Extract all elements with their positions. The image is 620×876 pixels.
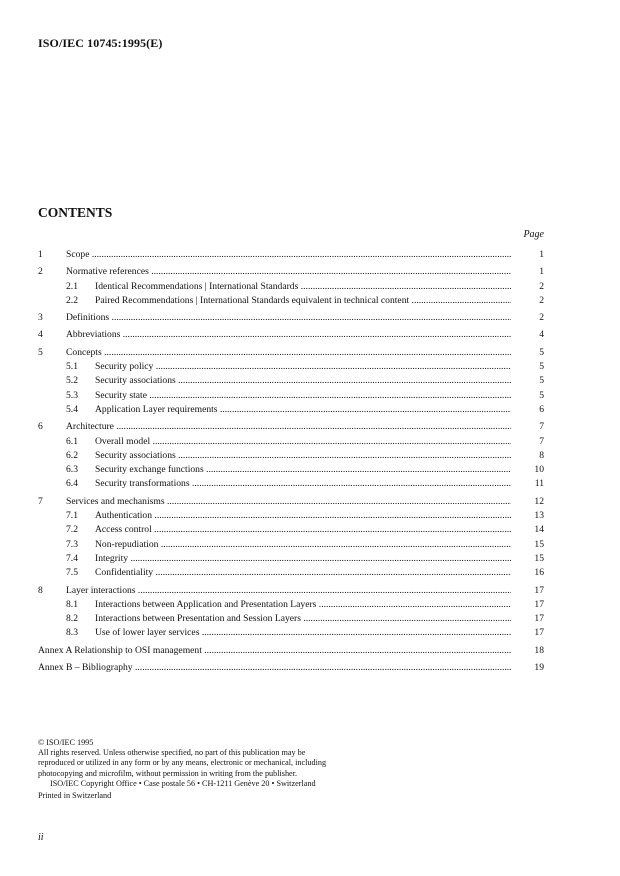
toc-page-number: 17 (534, 584, 544, 596)
toc-entry (38, 495, 544, 509)
toc-page-number: 2 (539, 280, 544, 292)
toc-page-number: 6 (539, 403, 544, 415)
toc-number: 8.3 (66, 627, 78, 639)
toc-page-number: 2 (539, 312, 544, 324)
toc-annex-entry (38, 644, 544, 658)
toc-page-number: 12 (534, 495, 544, 507)
rights-line: photocopying and microfilm, without permission in writing from the publisher. (38, 768, 298, 778)
toc-title: Architecture ..... (66, 420, 511, 434)
toc-page-number: 1 (539, 249, 544, 260)
toc-page-number: 11 (534, 478, 544, 490)
toc-entry (38, 346, 544, 360)
toc-number: 1 (38, 249, 43, 260)
page-folio: ii (38, 832, 44, 843)
toc-number: 8.1 (66, 598, 78, 610)
toc-title: Confidentiality ..... (95, 566, 511, 580)
toc-number: 6 (38, 421, 43, 433)
toc-subentry (38, 280, 544, 294)
document-header: ISO/IEC 10745:1995(E) (38, 36, 163, 50)
toc-subentry (38, 389, 544, 403)
toc-number: 2.1 (66, 280, 78, 292)
toc-page-number: 15 (534, 552, 544, 564)
toc-page-number: 7 (539, 421, 544, 433)
printed-in: Printed in Switzerland (38, 791, 112, 801)
toc-entry (38, 311, 544, 325)
toc-subentry (38, 294, 544, 308)
toc-entry (38, 584, 544, 598)
toc-number: 7.5 (66, 567, 78, 579)
toc-title: Interactions between Presentation and Session Layers ..... (95, 612, 511, 626)
toc-page-number: 16 (534, 567, 544, 579)
toc-title: Normative references ..... (66, 265, 511, 279)
toc-page-number: 4 (539, 329, 544, 341)
toc-number: 6.4 (66, 478, 78, 490)
toc-subentry (38, 449, 544, 463)
copyright-office: ISO/IEC Copyright Office • Case postale 56 • CH-1211 Genève 20 • Switzerland (50, 778, 316, 788)
toc-title: Concepts ..... (66, 346, 511, 360)
toc-subentry (38, 509, 544, 523)
page-column-label: Page (523, 229, 544, 240)
toc-subentry (38, 538, 544, 552)
toc-subentry (38, 612, 544, 626)
toc-number: 5.4 (66, 403, 78, 415)
toc-number: 7.4 (66, 552, 78, 564)
copyright-notice (38, 738, 438, 801)
toc-subentry (38, 435, 544, 449)
toc-title: Services and mechanisms ..... (66, 495, 511, 509)
toc-number: 5.1 (66, 361, 78, 373)
toc-subentry (38, 566, 544, 580)
toc-subentry (38, 374, 544, 388)
toc-page-number: 15 (534, 538, 544, 550)
toc-page-number: 5 (539, 361, 544, 373)
toc-title: Layer interactions ..... (66, 584, 511, 598)
toc-number: 5.2 (66, 375, 78, 387)
toc-number: 6.1 (66, 435, 78, 447)
toc-title: Security associations ..... (95, 374, 511, 388)
toc-subentry (38, 523, 544, 537)
rights-line: All rights reserved. Unless otherwise specified, no part of this publication may be (38, 748, 306, 758)
toc-title: Application Layer requirements ..... (95, 403, 511, 417)
toc-entry (38, 265, 544, 279)
toc-number: 7.2 (66, 524, 78, 536)
toc-entry (38, 328, 544, 342)
toc-title: Security exchange functions ..... (95, 463, 511, 477)
toc-subentry (38, 360, 544, 374)
toc-page-number: 19 (534, 662, 544, 674)
toc-page-number: 1 (539, 266, 544, 278)
toc-number: 7.3 (66, 538, 78, 550)
toc-page-number: 5 (539, 389, 544, 401)
toc-subentry (38, 552, 544, 566)
toc-number: 8 (38, 584, 43, 596)
toc-page-number: 2 (539, 294, 544, 306)
rights-line: reproduced or utilized in any form or by any means, electronic or mechanical, including (38, 758, 327, 768)
toc-page-number: 17 (534, 598, 544, 610)
toc-number: 8.2 (66, 613, 78, 625)
toc-page-number: 14 (534, 524, 544, 536)
toc-number: 5.3 (66, 389, 78, 401)
toc-page-number: 8 (539, 449, 544, 461)
toc-title: Paired Recommendations | International Standards equivalent in technical content ..... (95, 294, 511, 308)
toc-title: Overall model ..... (95, 435, 511, 449)
toc-number: 3 (38, 312, 43, 324)
toc-annex-entry (38, 661, 544, 675)
toc-page-number: 10 (534, 464, 544, 476)
toc-subentry (38, 463, 544, 477)
toc-title: Annex B – Bibliography ..... (38, 661, 511, 675)
table-of-contents (38, 248, 544, 675)
toc-page-number: 17 (534, 613, 544, 625)
toc-title: Security policy ..... (95, 360, 511, 374)
toc-entry (38, 420, 544, 434)
toc-title: Interactions between Application and Presentation Layers ..... (95, 598, 511, 612)
toc-title: Scope ..... (66, 248, 511, 262)
toc-title: Security associations ..... (95, 449, 511, 463)
toc-number: 7.1 (66, 510, 78, 522)
toc-page-number: 7 (539, 435, 544, 447)
toc-number: 6.2 (66, 449, 78, 461)
toc-title: Security transformations ..... (95, 477, 511, 491)
toc-number: 6.3 (66, 464, 78, 476)
toc-title: Use of lower layer services ..... (95, 626, 511, 640)
toc-page-number: 17 (534, 627, 544, 639)
toc-page-number: 18 (534, 644, 544, 656)
toc-title: Identical Recommendations | International Standards ..... (95, 280, 511, 294)
toc-title: Security state ..... (95, 389, 511, 403)
toc-title: Definitions ..... (66, 311, 511, 325)
toc-subentry (38, 403, 544, 417)
contents-title: CONTENTS (38, 205, 113, 220)
toc-title: Non-repudiation ..... (95, 538, 511, 552)
toc-number: 2 (38, 266, 43, 278)
toc-entry (38, 248, 544, 262)
toc-title: Access control ..... (95, 523, 511, 537)
copyright-line: © ISO/IEC 1995 (38, 738, 94, 747)
toc-number: 7 (38, 495, 43, 507)
toc-page-number: 5 (539, 346, 544, 358)
toc-title: Integrity ..... (95, 552, 511, 566)
toc-title: Abbreviations ..... (66, 328, 511, 342)
toc-page-number: 13 (534, 510, 544, 522)
toc-subentry (38, 598, 544, 612)
toc-page-number: 5 (539, 375, 544, 387)
toc-number: 5 (38, 346, 43, 358)
toc-subentry (38, 626, 544, 640)
toc-subentry (38, 477, 544, 491)
toc-number: 2.2 (66, 294, 78, 306)
toc-number: 4 (38, 329, 43, 341)
toc-title: Annex A Relationship to OSI management ..... (38, 644, 511, 658)
toc-title: Authentication ..... (95, 509, 511, 523)
